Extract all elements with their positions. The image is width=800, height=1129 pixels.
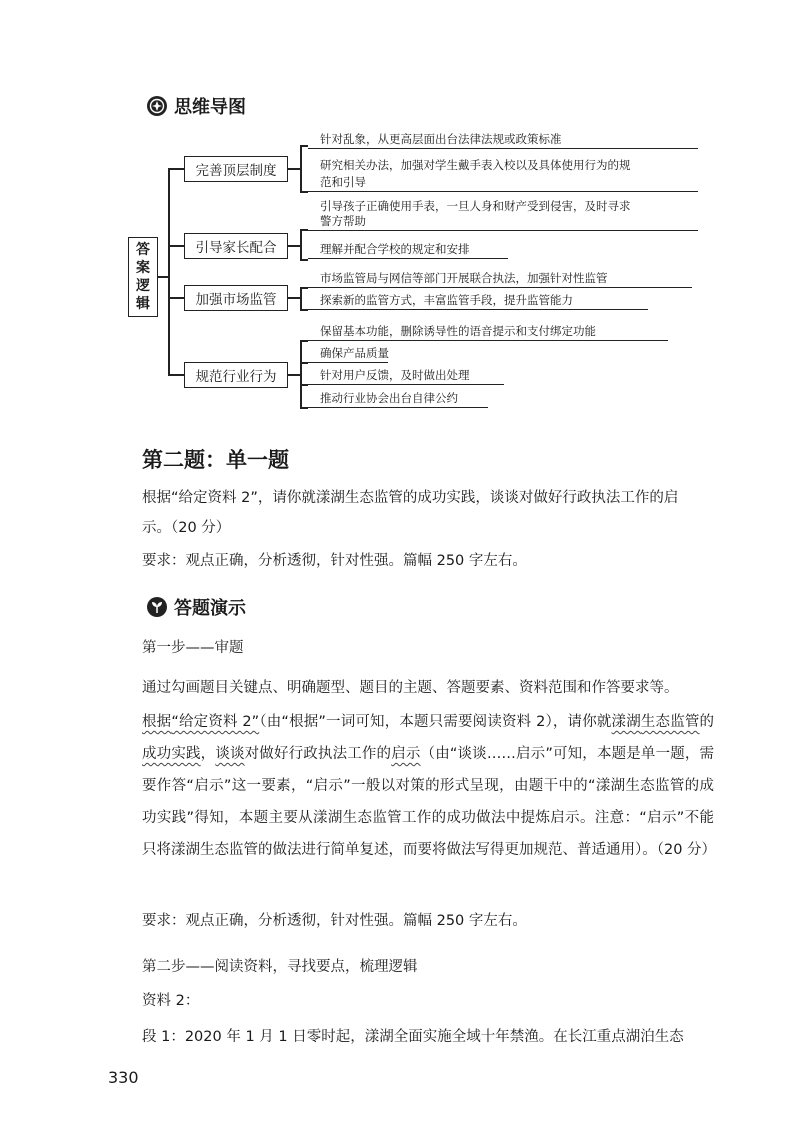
step1-intro: 通过勾画题目关键点、明确题型、题目的主题、答题要素、资料范围和作答要求等。 [142,680,679,696]
connector [168,297,184,299]
step2-heading: 第二步——阅读资料，寻找要点，梳理逻辑 [142,959,418,975]
connector [300,145,308,147]
root-char: 逻 [136,278,150,294]
question-prompt [142,483,714,543]
mindmap-leaf: 警方帮助 [320,214,366,228]
demo-section-header [146,594,246,620]
note-text: （由“根据”一词可知，本题只需要阅读资料 2），请你就 [259,714,612,730]
root-char: 辑 [136,296,150,312]
connector [300,340,302,408]
question-prompt-line: 根据“给定资料 2”，请你就漾湖生态监管的成功实践，谈谈对做好行政执法工作的启 [142,490,679,506]
note-text: 对做好行政执法工作的 [244,746,392,762]
leaf-underline [308,309,648,310]
question-prompt-line: 示。（20 分） [142,520,231,536]
mindmap-section-title: 思维导图 [174,97,246,118]
keyword: 漾湖 [611,714,641,730]
question-title: 第二题：单一题 [142,448,289,472]
leaf-underline [308,384,504,385]
connector [300,287,302,310]
material-label: 资料 2： [142,993,200,1009]
demo-requirement: 要求：观点正确，分析透彻，针对性强。篇幅 250 字左右。 [142,913,527,929]
mindmap-section-header [146,93,246,119]
root-char: 答 [136,242,150,258]
connector [300,309,308,311]
note-text: 的 [699,714,715,730]
question-requirement: 要求：观点正确，分析透彻，针对性强。篇幅 250 字左右。 [142,553,527,569]
leaf-underline [308,258,508,259]
mindmap-leaf: 研究相关办法，加强对学生戴手表入校以及具体使用行为的规 [320,158,631,172]
keyword: 根据 [142,714,172,730]
mindmap-leaf: 针对乱象，从更高层面出台法律法规或政策标准 [320,132,562,146]
sprout-icon [146,596,168,618]
mindmap-leaf: 理解并配合学校的规定和安排 [320,242,470,256]
connector [300,362,308,364]
leaf-underline [308,362,388,363]
leaf-underline [308,407,488,408]
note-text: （由“谈谈……启示”可知，本题是单一题，需要作答“启示”这一要素，“启示”一般以对策的形式呈现，由题干中的“漾湖生态监管的成功实践”得知，本题主要从漾湖生态监管工作的成功做法中提炼启示。注意：“启示”不能只将漾湖生态监管的做法进行简单复述，而要将做法写得更加规范、普适通用）。（20 分） [142,746,717,858]
leaf-underline [308,340,668,341]
mindmap-leaf: 保留基本功能，删除诱导性的语音提示和支付绑定功能 [320,324,596,338]
connector [168,168,170,374]
step1-analysis [142,706,717,866]
connector [168,374,184,376]
keyword: 谈谈 [215,746,245,762]
connector [168,168,184,170]
page-number: 330 [108,1068,139,1087]
mindmap-root [128,237,158,317]
material-paragraph: 段 1：2020 年 1 月 1 日零时起，漾湖全面实施全域十年禁渔。在长江重点湖泊生态 [142,1029,684,1045]
keyword: 成功实践 [142,746,201,762]
leaf-underline [308,287,692,288]
connector [300,259,308,261]
root-char: 案 [136,260,150,276]
connector [300,287,308,289]
connector [288,168,300,170]
connector [300,340,308,342]
mindmap-leaf: 范和引导 [320,175,366,189]
mindmap-branch-2: 引导家长配合 [184,233,288,259]
leaf-underline [308,191,698,192]
connector [300,407,308,409]
mindmap-leaf: 针对用户反馈，及时做出处理 [320,368,470,382]
keyword: 生态监管 [640,714,700,730]
mindmap-branch-1: 完善顶层制度 [184,156,288,182]
connector [300,145,302,192]
connector [300,384,308,386]
mindmap-leaf: 引导孩子正确使用手表，一旦人身和财产受到侵害，及时寻求 [320,199,631,213]
demo-section-title: 答题演示 [174,598,246,619]
mindmap-leaf: 确保产品质量 [320,346,389,360]
leaf-underline [308,148,698,149]
connector [168,245,184,247]
connector [288,297,300,299]
mindmap-branch-3: 加强市场监管 [184,285,288,311]
keyword: “给定资料 2” [171,714,260,730]
step1-heading: 第一步——审题 [142,640,244,656]
connector [288,374,300,376]
keyword: 启示 [391,746,421,762]
connector [300,229,308,231]
leaf-underline [308,230,698,231]
connector [158,276,168,278]
mindmap-leaf: 市场监管局与网信等部门开展联合执法，加强针对性监管 [320,271,608,285]
connector [300,229,302,260]
note-text: ， [200,746,216,762]
connector [300,191,308,193]
badge-icon [146,95,168,117]
mindmap-leaf: 推动行业协会出台自律公约 [320,391,458,405]
mindmap-branch-4: 规范行业行为 [184,362,288,388]
mindmap-leaf: 探索新的监管方式，丰富监管手段，提升监管能力 [320,293,573,307]
connector [288,245,300,247]
